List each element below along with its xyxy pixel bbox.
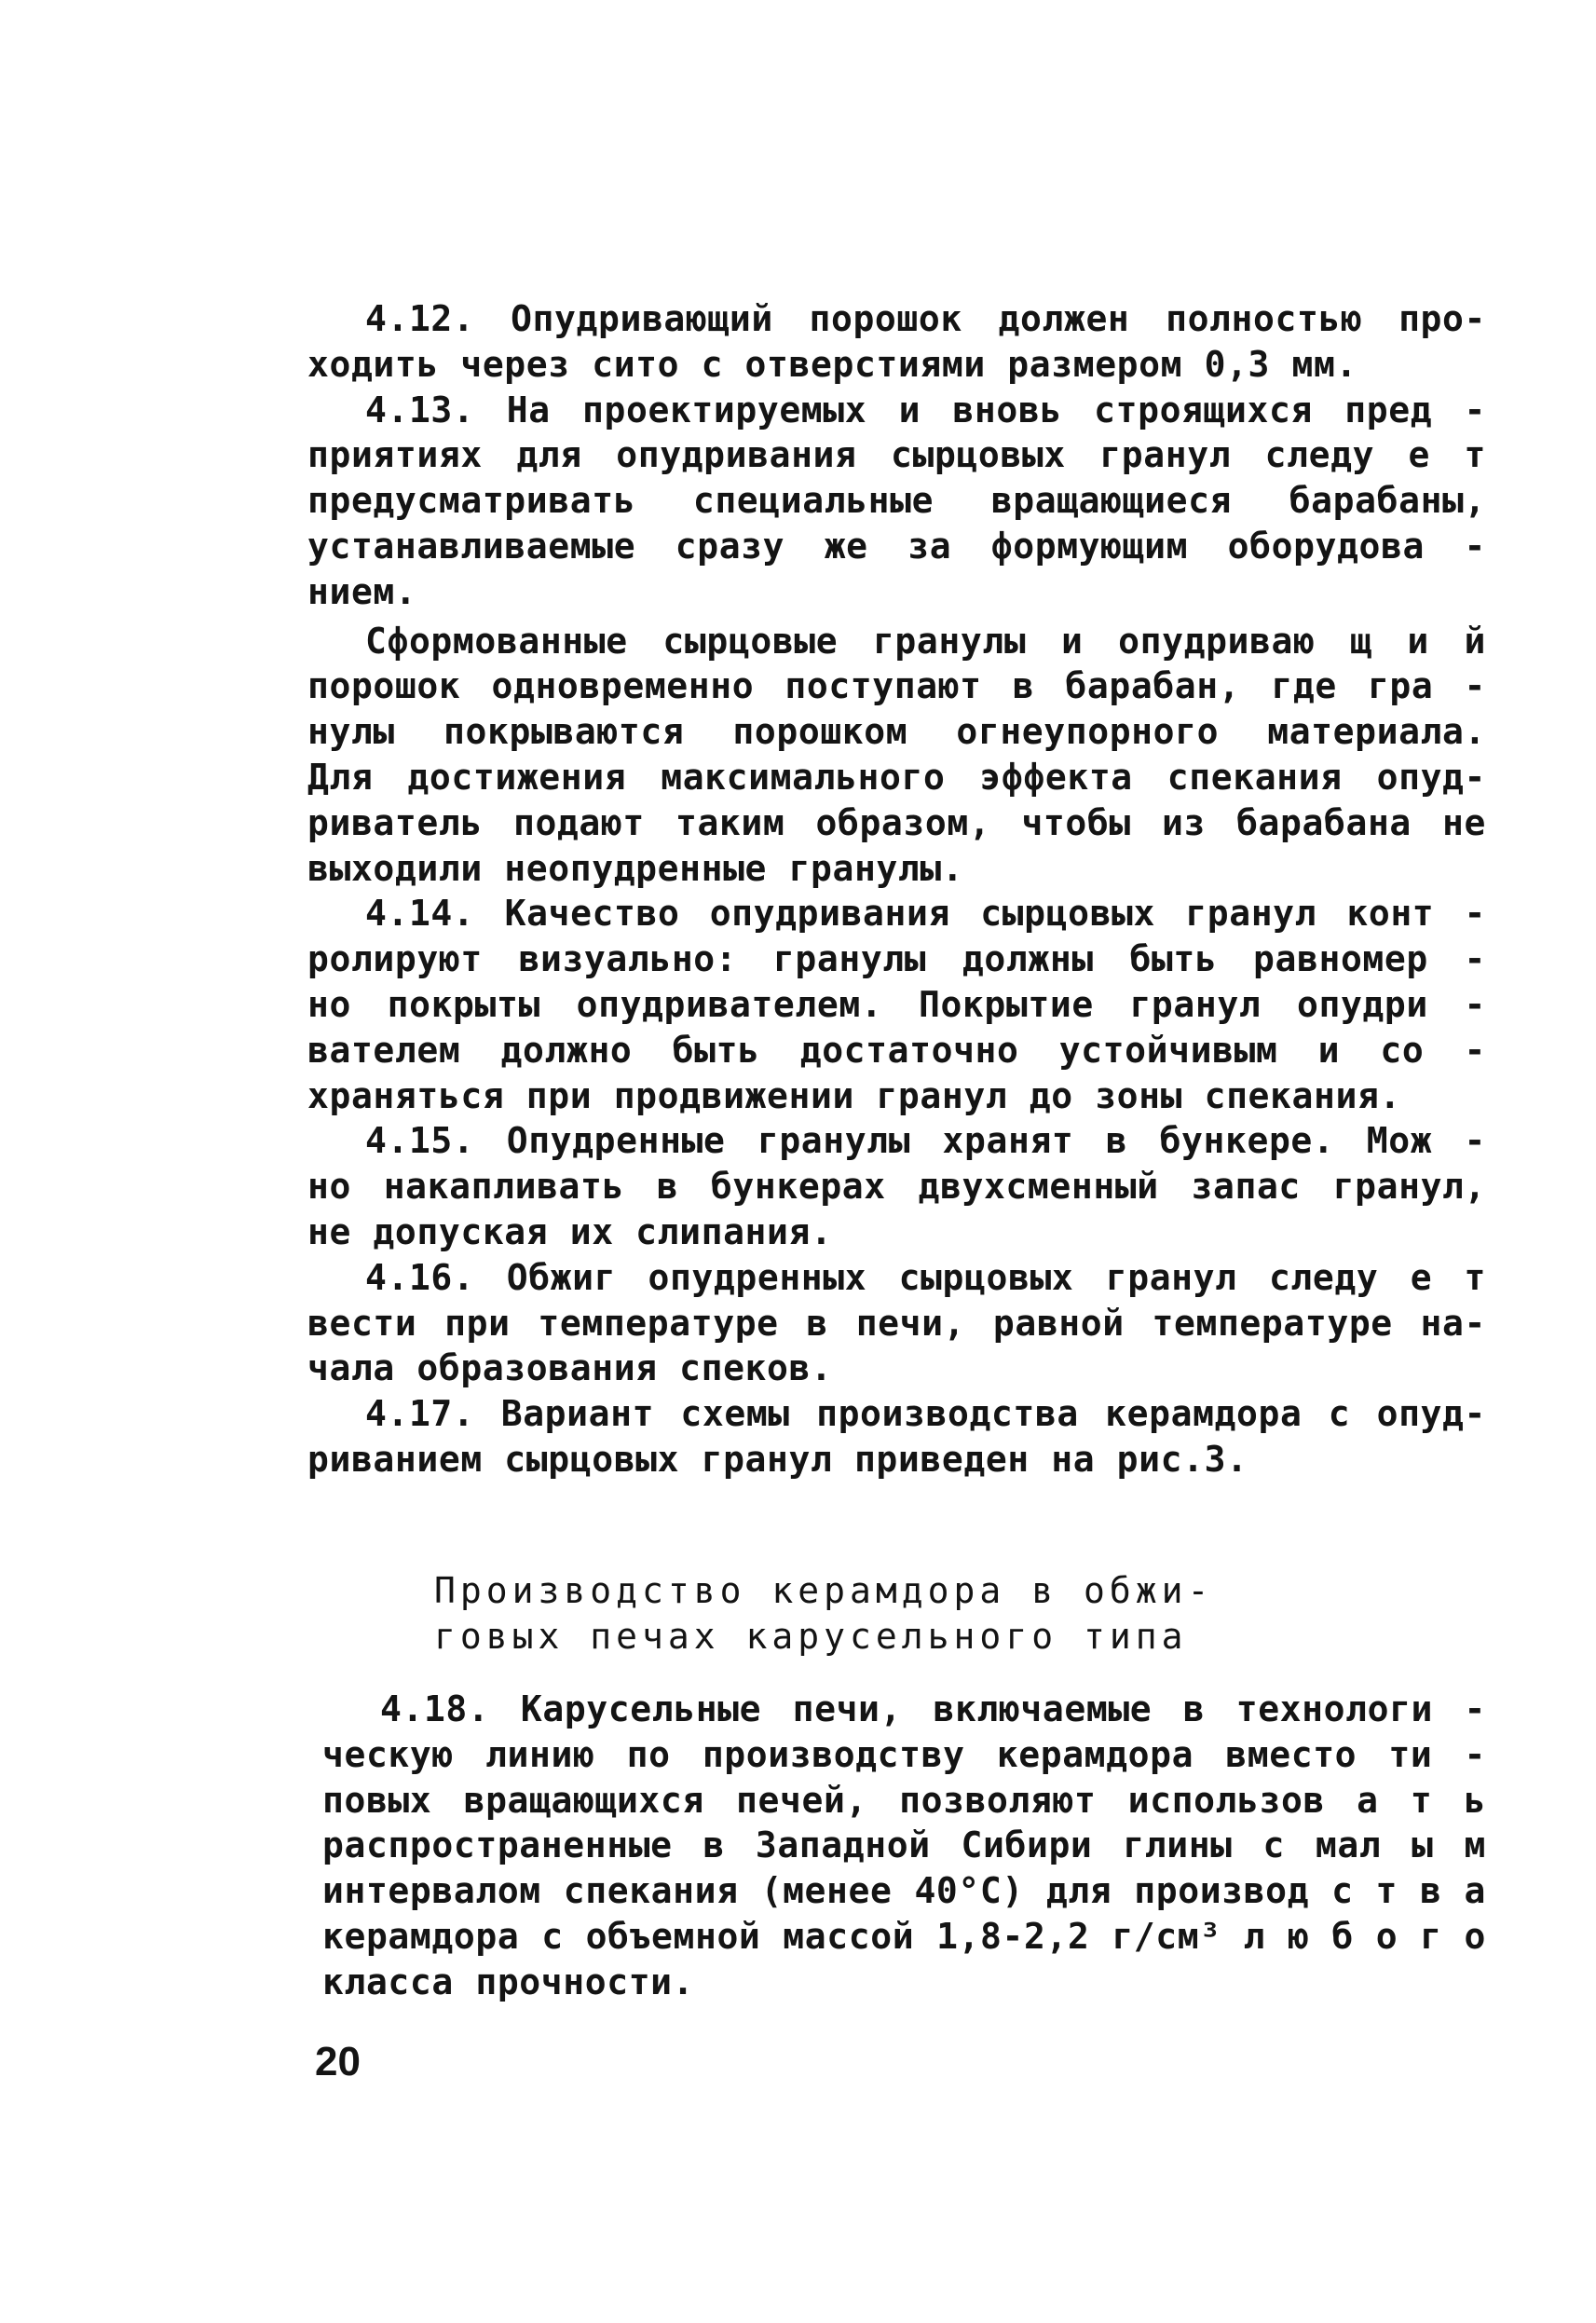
text-line: ролируют визуально: гранулы должны быть равномер - [307,938,1486,980]
paragraph-4-15 [307,1118,1486,1254]
text-line: вести при температуре в печи, равной температуре на- [307,1302,1486,1344]
text-line: распространенные в Западной Сибири глины с мал ы м [322,1824,1486,1866]
text-line: выходили неопудренные гранулы. [307,847,964,889]
paragraph-4-17 [307,1391,1486,1483]
text-line: но накапливать в бункерах двухсменный запас гранул, [307,1166,1486,1208]
text-line: интервалом спекания (менее 40°C) для производ с т в а [322,1870,1486,1912]
paragraph-4-12 [307,296,1486,388]
text-line: устанавливаемые сразу же за формующим оборудова - [307,525,1486,567]
text-line: риванием сырцовых гранул приведен на рис.3. [307,1438,1248,1480]
text-line: 4.18. Карусельные печи, включаемые в технологи - [380,1688,1486,1729]
text-line: 4.17. Вариант схемы производства керамдора с опуд- [365,1393,1486,1435]
section-heading-line: Производство керамдора в обжи- [434,1570,1214,1611]
text-line: 4.15. Опудренные гранулы хранят в бункере. Мож - [365,1120,1486,1162]
text-line: класса прочности. [322,1961,695,2002]
text-line: 4.13. На проектируемых и вновь строящихся пред - [365,389,1486,430]
section-heading-line: говых печах карусельного типа [434,1615,1188,1657]
text-line: 4.12. Опудривающий порошок должен полностью про- [365,298,1486,339]
text-line: ходить через сито с отверстиями размером 0,3 мм. [307,343,1357,385]
paragraph-4-16 [307,1255,1486,1391]
text-line: Сформованные сырцовые гранулы и опудриваю щ и й [365,620,1486,662]
text-line: повых вращающихся печей, позволяют использов а т ь [322,1779,1486,1821]
text-line: предусматривать специальные вращающиеся барабаны, [307,480,1486,522]
text-line: но покрыты опудривателем. Покрытие гранул опудри - [307,983,1486,1025]
text-line: нулы покрываются порошком огнеупорного материала. [307,711,1486,753]
text-line: храняться при продвижении гранул до зоны спекания. [307,1074,1401,1116]
text-line: Для достижения максимального эффекта спекания опуд- [307,756,1486,798]
text-line: ческую линию по производству керамдора вместо ти - [322,1733,1486,1775]
paragraph-formed-granules [307,619,1486,892]
section-heading [434,1567,1377,1659]
paragraph-4-18 [322,1687,1486,2005]
page-number: 20 [315,2039,361,2084]
text-line: чала образования спеков. [307,1347,833,1389]
text-line: нием. [307,570,417,612]
text-line: керамдора с объемной массой 1,8-2,2 г/см³ л ю б о г о [322,1915,1486,1957]
paragraph-4-14 [307,891,1486,1118]
body-text-block [307,296,1486,1483]
paragraph-4-13 [307,388,1486,615]
text-line: вателем должно быть достаточно устойчивым и со - [307,1029,1486,1071]
text-line: порошок одновременно поступают в барабан, где гра - [307,665,1486,707]
text-line: не допуская их слипания. [307,1210,833,1252]
text-line: 4.16. Обжиг опудренных сырцовых гранул следу е т [365,1256,1486,1298]
text-line: риватель подают таким образом, чтобы из барабана не [307,801,1486,843]
text-line: 4.14. Качество опудривания сырцовых гранул конт - [365,893,1486,935]
text-line: приятиях для опудривания сырцовых гранул следу е т [307,434,1486,476]
